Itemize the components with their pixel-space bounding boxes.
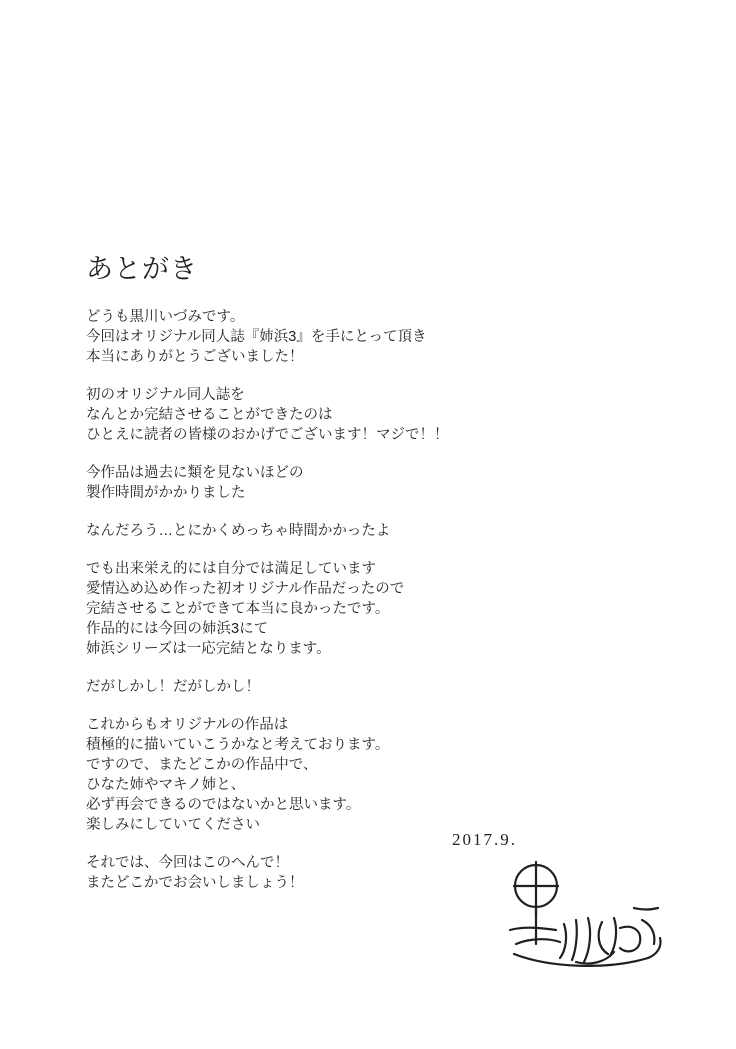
- paragraph: [86, 307, 606, 367]
- paragraph: [86, 677, 606, 697]
- text-line: でも出来栄え的には自分では満足しています: [86, 561, 376, 577]
- afterword-body: [86, 307, 606, 893]
- text-line: なんとか完結させることができたのは: [86, 407, 333, 423]
- text-line: 楽しみにしていてください: [86, 817, 260, 833]
- text-line: 作品的には今回の姉浜3にて: [86, 621, 269, 637]
- paragraph: [86, 559, 606, 659]
- text-line: だがしかし！だがしかし！: [86, 679, 260, 695]
- text-line: 完結させることができて本当に良かったです。: [86, 601, 390, 617]
- paragraph: [86, 715, 606, 835]
- text-line: 必ず再会できるのではないかと思います。: [86, 797, 361, 813]
- text-line: 今回はオリジナル同人誌『姉浜3』を手にとって頂き: [86, 329, 427, 345]
- text-line: それでは、今回はこのへんで！: [86, 855, 289, 871]
- text-line: またどこかでお会いしましょう！: [86, 875, 304, 891]
- text-line: 本当にありがとうございました！: [86, 349, 304, 365]
- paragraph: [86, 385, 606, 445]
- signature-mark: [490, 858, 680, 978]
- text-line: ですので、またどこかの作品中で、: [86, 757, 318, 773]
- date-stamp: 2017.9.: [452, 830, 517, 849]
- paragraph: [86, 463, 606, 503]
- text-line: 今作品は過去に類を見ないほどの: [86, 465, 304, 481]
- text-line: 愛情込め込め作った初オリジナル作品だったので: [86, 581, 405, 597]
- text-line: ひとえに読者の皆様のおかげでございます！マジで！！: [86, 427, 449, 443]
- text-line: なんだろう…とにかくめっちゃ時間かかったよ: [86, 523, 391, 539]
- text-line: 製作時間がかかりました: [86, 485, 246, 501]
- text-line: これからもオリジナルの作品は: [86, 717, 289, 733]
- paragraph: [86, 521, 606, 541]
- text-line: どうも黒川いづみです。: [86, 309, 245, 325]
- text-line: ひなた姉やマキノ姉と、: [86, 777, 246, 793]
- text-line: 初のオリジナル同人誌を: [86, 387, 245, 403]
- text-line: 姉浜シリーズは一応完結となります。: [86, 641, 331, 657]
- text-line: 積極的に描いていこうかなと考えております。: [86, 737, 390, 753]
- page-title: あとがき: [86, 254, 198, 284]
